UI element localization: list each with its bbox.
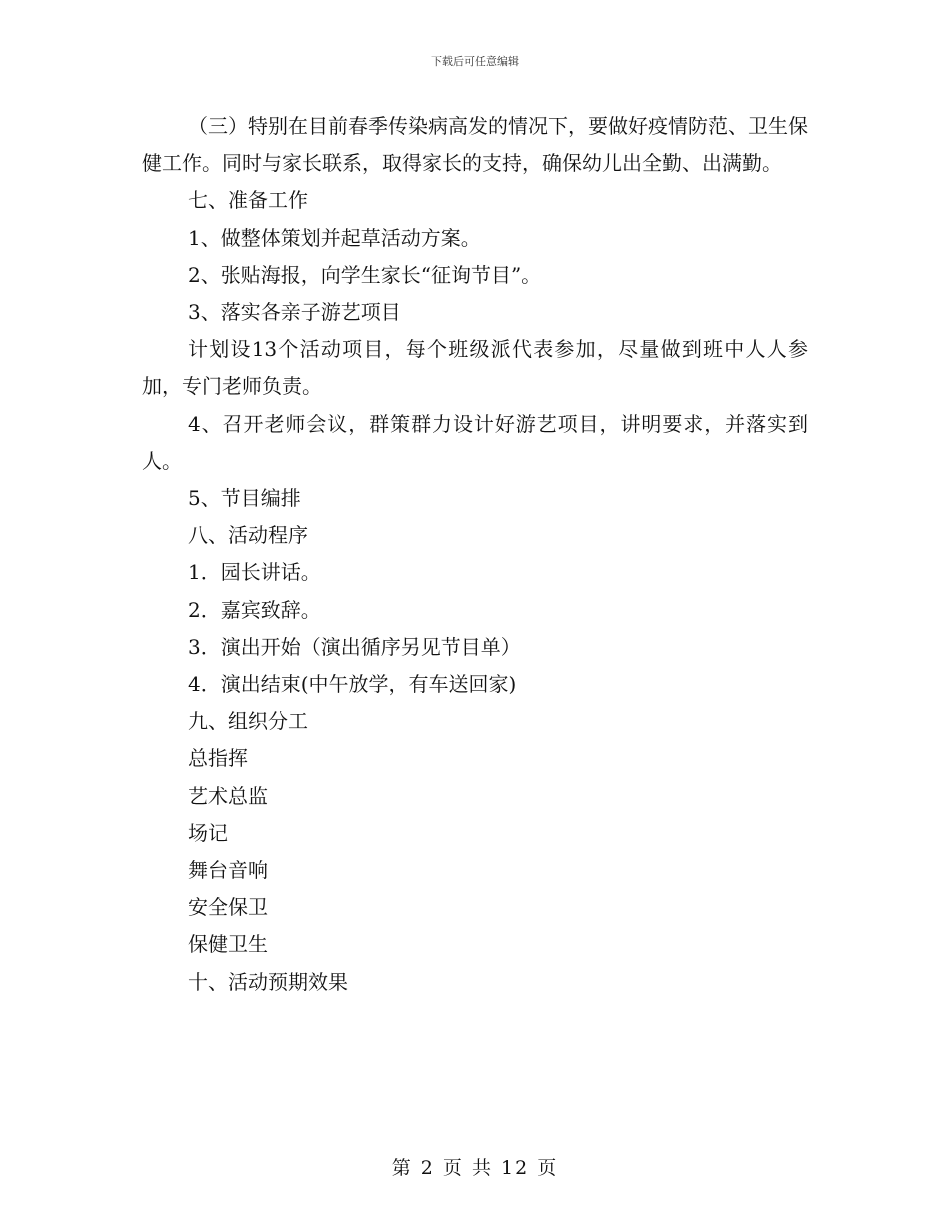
list-item: 3、落实各亲子游艺项目 — [188, 300, 401, 325]
list-item: 3．演出开始（演出循序另见节目单） — [188, 634, 521, 659]
list-item: 2．嘉宾致辞。 — [188, 597, 321, 622]
list-item: 1、做整体策划并起草活动方案。 — [188, 225, 481, 250]
page-header: 下载后可任意编辑 — [431, 55, 519, 68]
role-item: 保健卫生 — [188, 932, 268, 957]
section-heading-expected-results: 十、活动预期效果 — [188, 969, 348, 994]
role-item: 总指挥 — [188, 746, 248, 771]
document-body — [142, 108, 808, 1001]
role-item: 舞台音响 — [188, 858, 268, 883]
role-item: 安全保卫 — [188, 895, 268, 920]
section-heading-program: 八、活动程序 — [188, 523, 308, 548]
list-item: 1．园长讲话。 — [188, 560, 321, 585]
section-heading-organization: 九、组织分工 — [188, 709, 308, 734]
section-heading-preparation: 七、准备工作 — [188, 188, 308, 213]
paragraph-activity-plan: 计划设13个活动项目，每个班级派代表参加，尽量做到班中人人参加，专门老师负责。 — [142, 337, 808, 399]
role-item: 艺术总监 — [188, 783, 268, 808]
paragraph-teacher-meeting: 4、召开老师会议，群策群力设计好游艺项目，讲明要求，并落实到人。 — [142, 411, 808, 473]
page-footer: 第 2 页 共 12 页 — [391, 1157, 559, 1179]
paragraph-epidemic-prevention: （三）特别在目前春季传染病高发的情况下，要做好疫情防范、卫生保健工作。同时与家长联系，取得家长的支持，确保幼儿出全勤、出满勤。 — [142, 114, 808, 176]
list-item: 5、节目编排 — [188, 486, 301, 511]
list-item: 2、张贴海报，向学生家长“征询节目”。 — [188, 262, 542, 287]
role-item: 场记 — [188, 820, 228, 845]
list-item: 4．演出结束(中午放学，有车送回家) — [188, 672, 517, 697]
